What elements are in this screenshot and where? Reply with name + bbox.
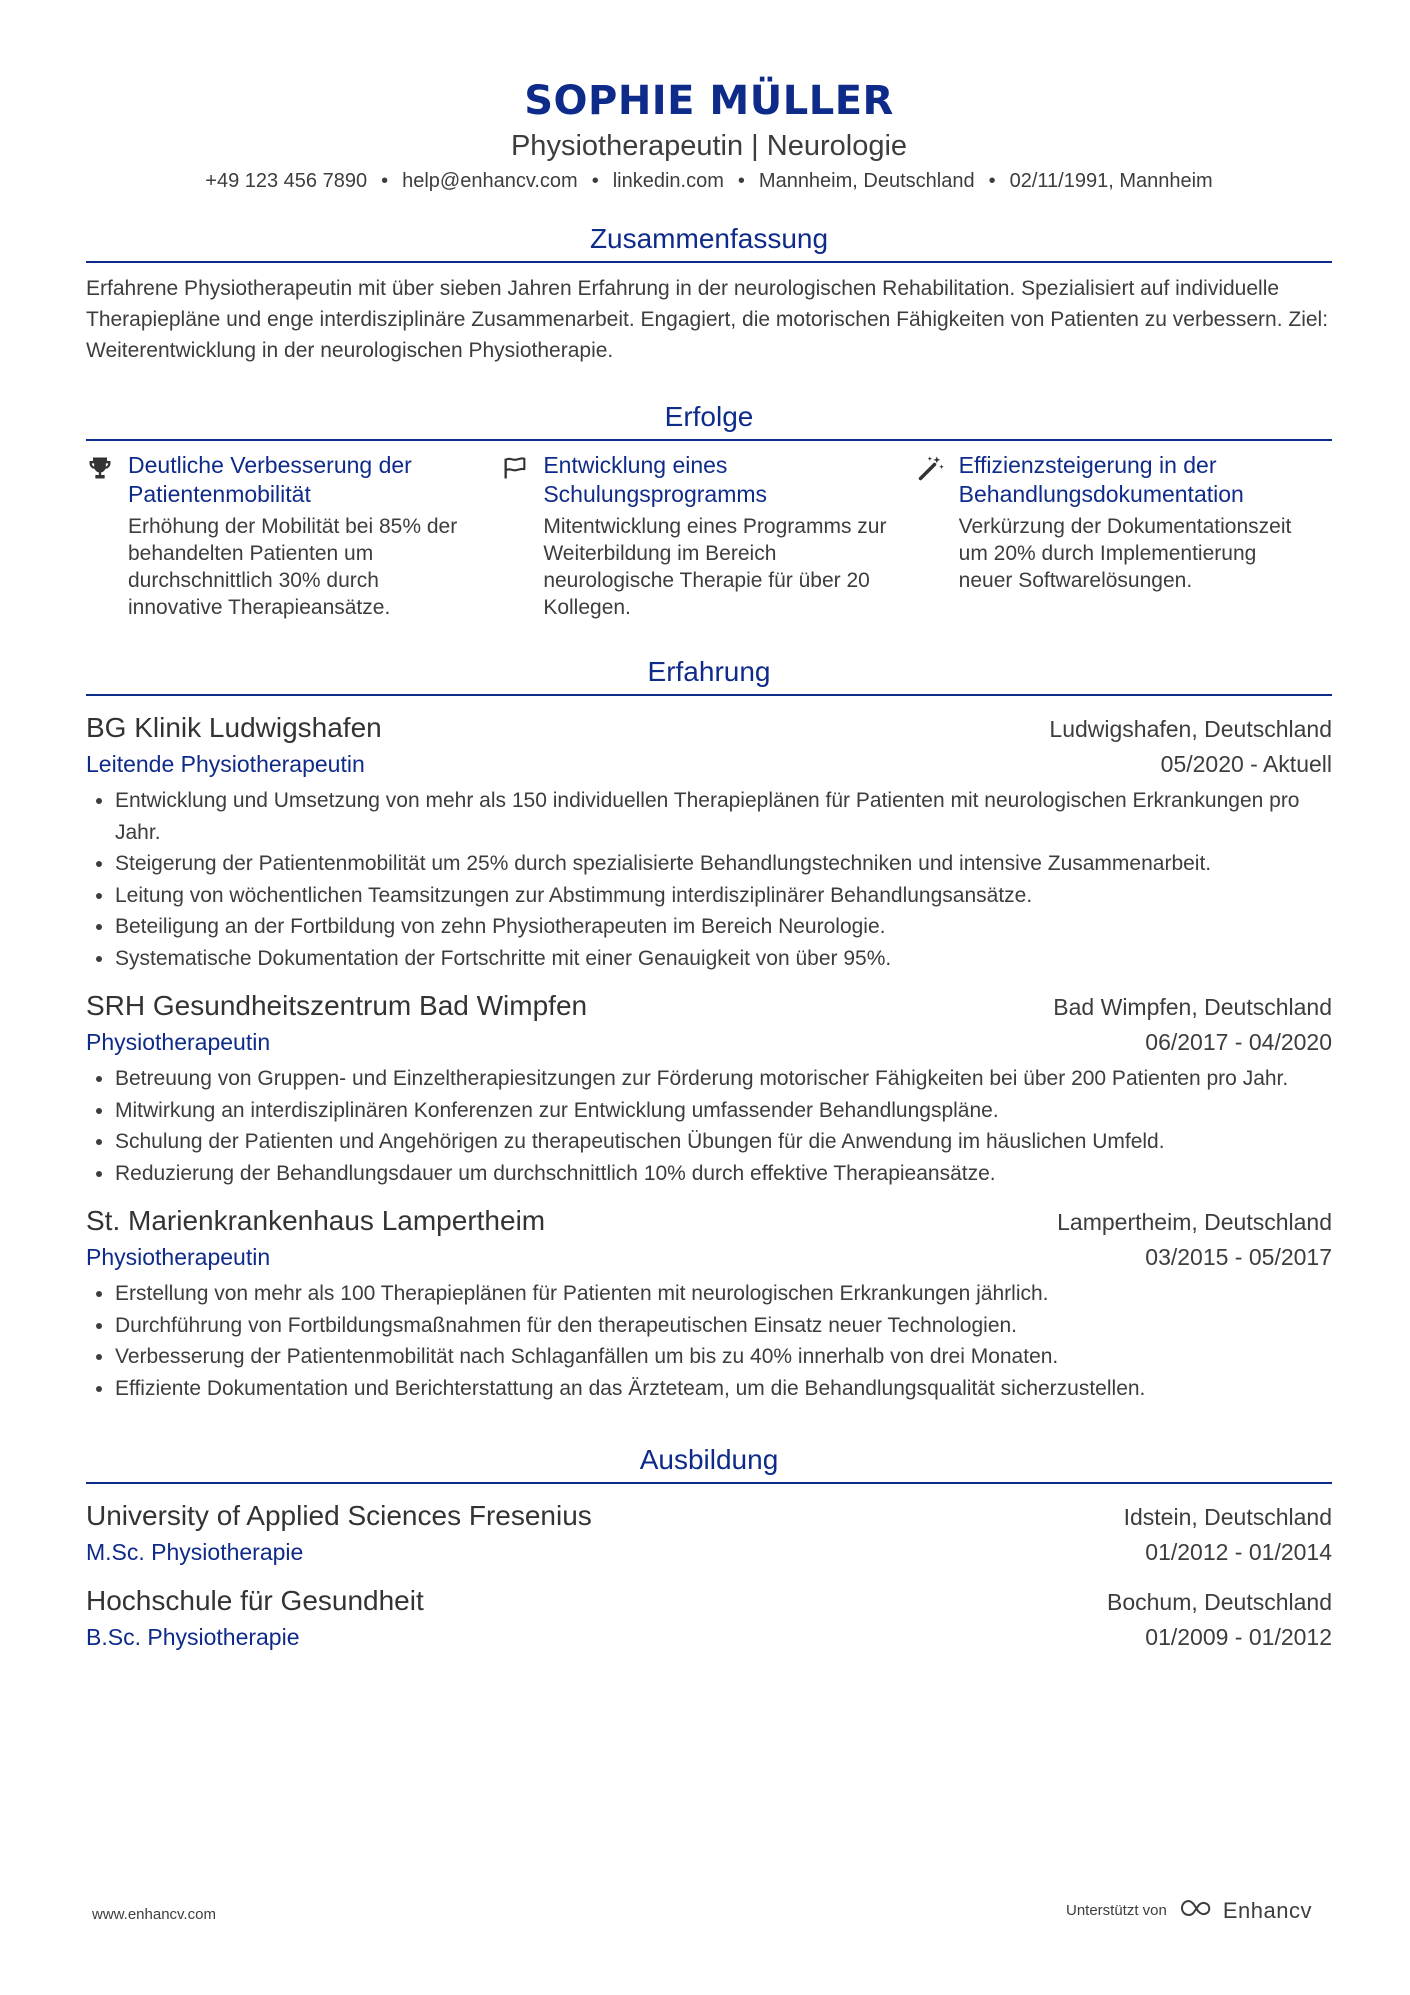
job-bullet: • Entwicklung und Umsetzung von mehr als 150 individuellen Therapieplänen für Patienten mit neurologischen Erkrankungen pro Jahr. (115, 785, 1332, 848)
footer-website-link[interactable]: www.enhancv.com (92, 1906, 216, 1923)
job-bullet: • Leitung von wöchentlichen Teamsitzungen zur Abstimmung interdisziplinärer Behandlungsansätze. (115, 880, 1332, 912)
job-location: Ludwigshafen, Deutschland (1049, 716, 1332, 742)
linkedin-link[interactable]: linkedin.com (612, 170, 724, 192)
school-name: University of Applied Sciences Fresenius (86, 1500, 592, 1531)
education-entry (86, 1498, 1332, 1569)
job-bullet: • Steigerung der Patientenmobilität um 25% durch spezialisierte Behandlungstechniken und intensive Zusammenarbeit. (115, 848, 1332, 880)
job-company: SRH Gesundheitszentrum Bad Wimpfen (86, 990, 588, 1021)
achievements-grid (86, 451, 1332, 621)
job-bullet: • Beteiligung an der Fortbildung von zehn Physiotherapeuten im Bereich Neurologie. (115, 911, 1332, 943)
experience-section (86, 654, 1332, 1404)
summary-section (86, 221, 1332, 366)
separator-dot: • (381, 170, 389, 192)
section-title-experience: Erfahrung (86, 654, 1332, 696)
job-entry (86, 1203, 1332, 1404)
flag-icon (501, 451, 543, 621)
powered-by-label: Unterstützt von (1065, 1902, 1167, 1919)
achievement-title: Deutliche Verbesserung der Patientenmobilität (128, 452, 412, 507)
email[interactable]: help@enhancv.com (402, 170, 578, 192)
job-dates: 03/2015 - 05/2017 (1145, 1244, 1332, 1270)
job-dates: 06/2017 - 04/2020 (1145, 1029, 1332, 1055)
section-title-education: Ausbildung (86, 1442, 1332, 1484)
job-bullet: • Systematische Dokumentation der Fortschritte mit einer Genauigkeit von über 95%. (115, 943, 1332, 975)
job-bullet: • Betreuung von Gruppen- und Einzeltherapiesitzungen zur Förderung motorischer Fähigkeiten bei über 200 Patienten pro Jahr. (115, 1063, 1332, 1095)
job-bullets (86, 1063, 1332, 1189)
achievements-section (86, 399, 1332, 621)
education-section (86, 1442, 1332, 1654)
achievement-item (917, 451, 1332, 621)
job-entry (86, 710, 1332, 974)
phone[interactable]: +49 123 456 7890 (205, 170, 368, 192)
enhancv-logo-icon (1177, 1897, 1217, 1924)
achievement-item (86, 451, 501, 621)
job-location: Bad Wimpfen, Deutschland (1053, 994, 1332, 1020)
resume-page (86, 0, 1332, 1654)
job-bullet: • Erstellung von mehr als 100 Therapieplänen für Patienten mit neurologischen Erkrankungen jährlich. (115, 1278, 1332, 1310)
job-bullet: • Mitwirkung an interdisziplinären Konferenzen zur Entwicklung umfassender Behandlungspläne. (115, 1095, 1332, 1127)
job-role: Physiotherapeutin (86, 1244, 271, 1270)
job-bullets (86, 1278, 1332, 1404)
education-dates: 01/2012 - 01/2014 (1145, 1539, 1332, 1565)
section-title-summary: Zusammenfassung (86, 221, 1332, 263)
job-bullet: • Schulung der Patienten und Angehörigen zu therapeutischen Übungen für die Anwendung im häuslichen Umfeld. (115, 1126, 1332, 1158)
section-title-achievements: Erfolge (86, 399, 1332, 441)
job-bullet: • Reduzierung der Behandlungsdauer um durchschnittlich 10% durch effektive Therapieansätze. (115, 1158, 1332, 1190)
school-location: Idstein, Deutschland (1123, 1504, 1332, 1530)
candidate-name: SOPHIE MÜLLER (524, 78, 894, 124)
job-company: BG Klinik Ludwigshafen (86, 712, 382, 743)
separator-dot: • (591, 170, 599, 192)
job-bullet: • Verbesserung der Patientenmobilität nach Schlaganfällen um bis zu 40% innerhalb von drei Monaten. (115, 1341, 1332, 1373)
job-location: Lampertheim, Deutschland (1057, 1209, 1332, 1235)
degree: M.Sc. Physiotherapie (86, 1539, 304, 1565)
achievement-description: Erhöhung der Mobilität bei 85% der behandelten Patienten um durchschnittlich 30% durch innovative Therapieansätze. (128, 515, 458, 619)
birth-info: 02/11/1991, Mannheim (1009, 170, 1213, 192)
separator-dot: • (988, 170, 996, 192)
achievement-title: Entwicklung eines Schulungsprogramms (543, 452, 768, 507)
school-location: Bochum, Deutschland (1106, 1589, 1332, 1615)
location: Mannheim, Deutschland (758, 170, 975, 192)
job-bullet: • Effiziente Dokumentation und Berichterstattung an das Ärzteteam, um die Behandlungsqualität sicherzustellen. (115, 1373, 1332, 1405)
school-name: Hochschule für Gesundheit (86, 1585, 424, 1616)
job-dates: 05/2020 - Aktuell (1160, 751, 1332, 777)
education-entry (86, 1583, 1332, 1654)
job-role: Leitende Physiotherapeutin (86, 751, 365, 777)
job-bullets (86, 785, 1332, 974)
separator-dot: • (737, 170, 745, 192)
candidate-headline: Physiotherapeutin | Neurologie (510, 130, 908, 162)
job-entry (86, 988, 1332, 1189)
magic-wand-icon (917, 451, 959, 621)
footer-branding (1066, 1897, 1312, 1924)
job-company: St. Marienkrankenhaus Lampertheim (86, 1205, 546, 1236)
job-bullet: • Durchführung von Fortbildungsmaßnahmen für den therapeutischen Einsatz neuer Technologien. (115, 1310, 1332, 1342)
achievement-description: Verkürzung der Dokumentationszeit um 20% durch Implementierung neuer Softwarelösungen. (958, 515, 1292, 592)
job-role: Physiotherapeutin (86, 1029, 271, 1055)
achievement-title: Effizienzsteigerung in der Behandlungsdokumentation (958, 452, 1244, 507)
resume-header (86, 0, 1332, 195)
brand-name[interactable]: Enhancv (1222, 1897, 1312, 1923)
achievement-description: Mitentwicklung eines Programms zur Weiterbildung im Bereich neurologische Therapie für über 20 Kollegen. (543, 515, 887, 619)
summary-text: Erfahrene Physiotherapeutin mit über sieben Jahren Erfahrung in der neurologischen Rehabilitation. Spezialisiert auf individuelle Therapiepläne und enge interdisziplinäre Zusammenarbeit. Engagiert, die motorischen Fähigkeiten von Patienten zu verbessern. Ziel: Weiterentwicklung in der neurologischen Physiotherapie. (86, 277, 1329, 362)
education-dates: 01/2009 - 01/2012 (1145, 1624, 1332, 1650)
trophy-icon (86, 451, 128, 621)
achievement-item (501, 451, 916, 621)
contact-line (86, 167, 1332, 195)
degree: B.Sc. Physiotherapie (86, 1624, 300, 1650)
